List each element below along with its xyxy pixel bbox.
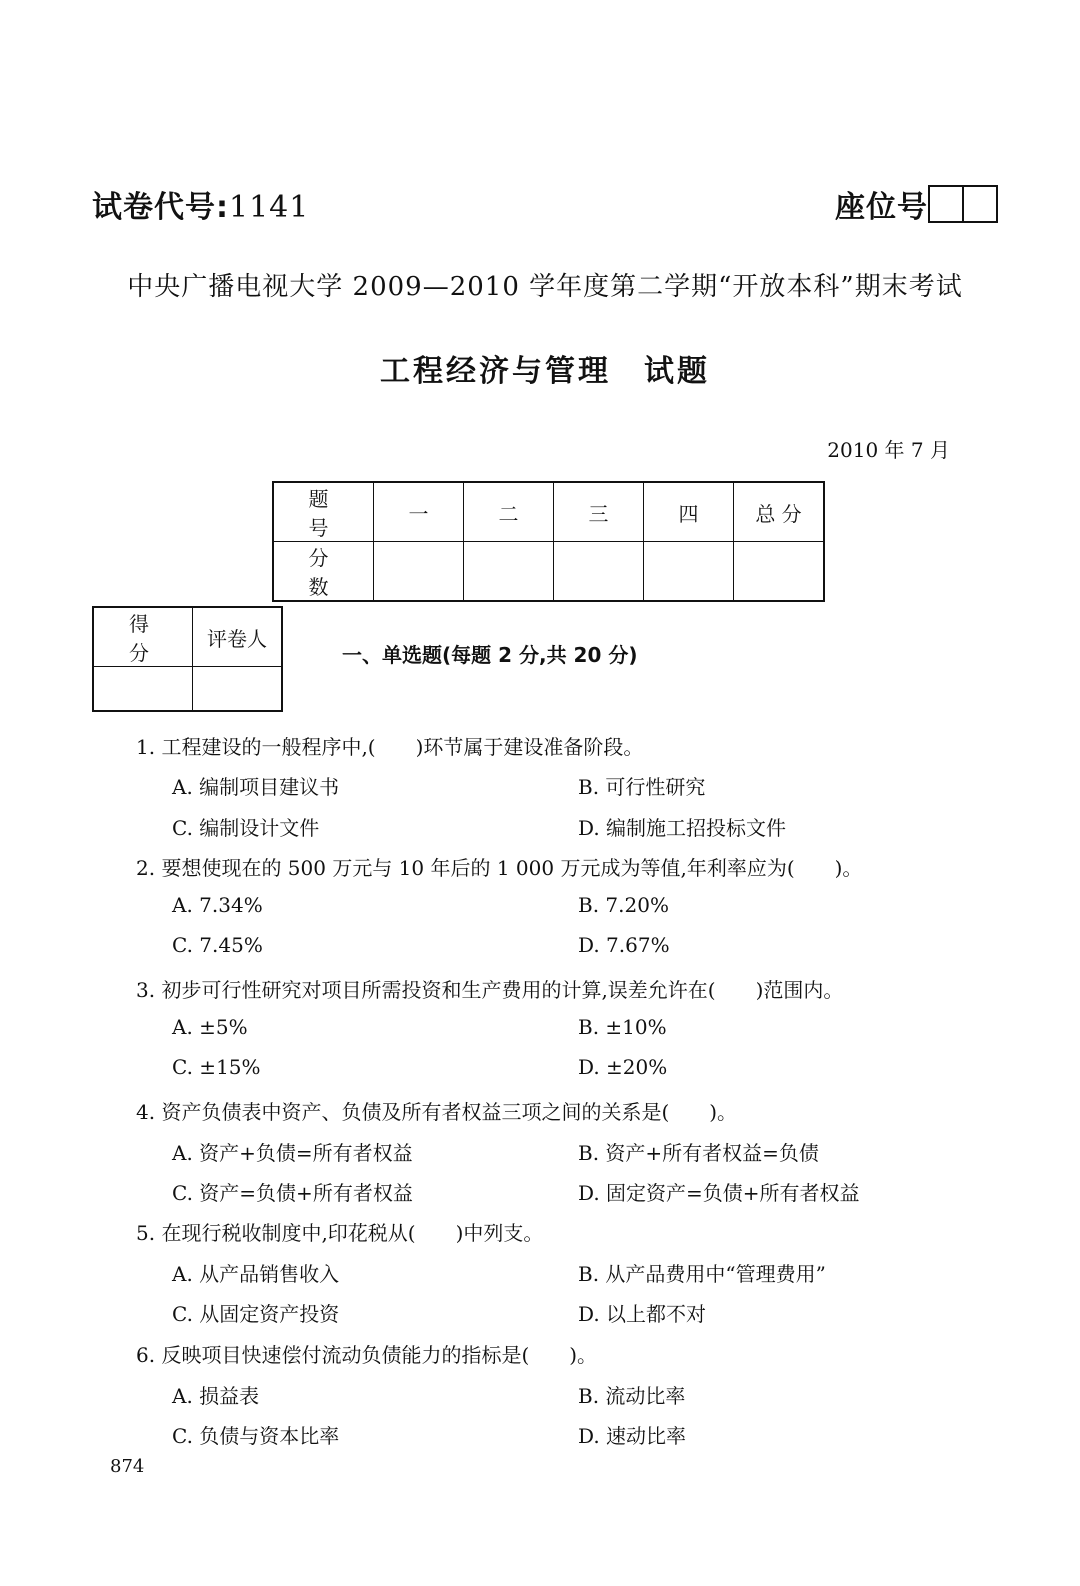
- exam-title: 工程经济与管理 试题: [380, 354, 710, 389]
- grader-blank-cell: [193, 667, 283, 712]
- section-title: 一、单选题(每题 2 分,共 20 分): [342, 643, 638, 667]
- option-c: C. 从固定资产投资: [172, 1302, 340, 1326]
- score-cell: 总 分: [734, 482, 825, 542]
- score-cell: 题 号: [273, 482, 374, 542]
- grader-name-label: 评卷人: [193, 607, 283, 667]
- score-cell: 一: [374, 482, 464, 542]
- paper-code: [92, 182, 309, 226]
- question-stem: 4. 资产负债表中资产、负债及所有者权益三项之间的关系是( )。: [136, 1100, 738, 1124]
- seat-box-1: [928, 185, 964, 223]
- option-c: C. 编制设计文件: [172, 816, 320, 840]
- option-d: D. 以上都不对: [578, 1302, 707, 1326]
- exam-date: 2010 年 7 月: [827, 438, 950, 462]
- option-a: A. 损益表: [172, 1384, 260, 1408]
- option-d: D. 编制施工招投标文件: [578, 816, 787, 840]
- option-b: B. ±10%: [578, 1015, 667, 1039]
- option-d: D. 7.67%: [578, 933, 670, 957]
- score-blank-cell: [464, 542, 554, 602]
- score-blank-cell: [554, 542, 644, 602]
- score-cell: 四: [644, 482, 734, 542]
- option-d: D. 固定资产=负债+所有者权益: [578, 1181, 860, 1205]
- option-a: A. 编制项目建议书: [172, 775, 340, 799]
- option-a: A. 从产品销售收入: [172, 1262, 340, 1286]
- option-c: C. ±15%: [172, 1055, 261, 1079]
- grader-table-header-row: [93, 607, 282, 667]
- option-b: B. 从产品费用中“管理费用”: [578, 1262, 826, 1286]
- paper-code-label: 试卷代号:: [92, 190, 229, 225]
- option-d: D. 速动比率: [578, 1424, 687, 1448]
- question-stem: 3. 初步可行性研究对项目所需投资和生产费用的计算,误差允许在( )范围内。: [136, 978, 844, 1002]
- question-stem: 2. 要想使现在的 500 万元与 10 年后的 1 000 万元成为等值,年利率应为( )。: [136, 856, 863, 880]
- score-table: [272, 481, 825, 602]
- score-cell: 三: [554, 482, 644, 542]
- score-blank-cell: [374, 542, 464, 602]
- option-b: B. 7.20%: [578, 893, 669, 917]
- option-d: D. ±20%: [578, 1055, 668, 1079]
- seat-number-label: 座位号: [835, 190, 928, 225]
- option-a: A. 资产+负债=所有者权益: [172, 1141, 413, 1165]
- grader-blank-cell: [93, 667, 193, 712]
- option-b: B. 流动比率: [578, 1384, 686, 1408]
- grader-table-blank-row: [93, 667, 282, 712]
- option-c: C. 负债与资本比率: [172, 1424, 340, 1448]
- grader-table: [92, 606, 283, 712]
- option-a: A. ±5%: [172, 1015, 248, 1039]
- question-stem: 5. 在现行税收制度中,印花税从( )中列支。: [136, 1221, 544, 1245]
- score-blank-cell: [734, 542, 825, 602]
- question-stem: 6. 反映项目快速偿付流动负债能力的指标是( )。: [136, 1343, 598, 1367]
- score-cell: 分 数: [273, 542, 374, 602]
- option-b: B. 资产+所有者权益=负债: [578, 1141, 819, 1165]
- question-stem: 1. 工程建设的一般程序中,( )环节属于建设准备阶段。: [136, 735, 644, 759]
- seat-number: [835, 182, 998, 226]
- score-table-value-row: [273, 542, 824, 602]
- score-table-header-row: [273, 482, 824, 542]
- option-c: C. 7.45%: [172, 933, 263, 957]
- option-b: B. 可行性研究: [578, 775, 706, 799]
- score-blank-cell: [644, 542, 734, 602]
- option-a: A. 7.34%: [172, 893, 263, 917]
- option-c: C. 资产=负债+所有者权益: [172, 1181, 413, 1205]
- grader-score-label: 得 分: [93, 607, 193, 667]
- score-cell: 二: [464, 482, 554, 542]
- seat-box-2: [964, 185, 998, 223]
- paper-code-value: 1141: [229, 190, 310, 225]
- page-number: 874: [110, 1456, 145, 1477]
- exam-heading: 中央广播电视大学 2009—2010 学年度第二学期“开放本科”期末考试: [127, 272, 963, 302]
